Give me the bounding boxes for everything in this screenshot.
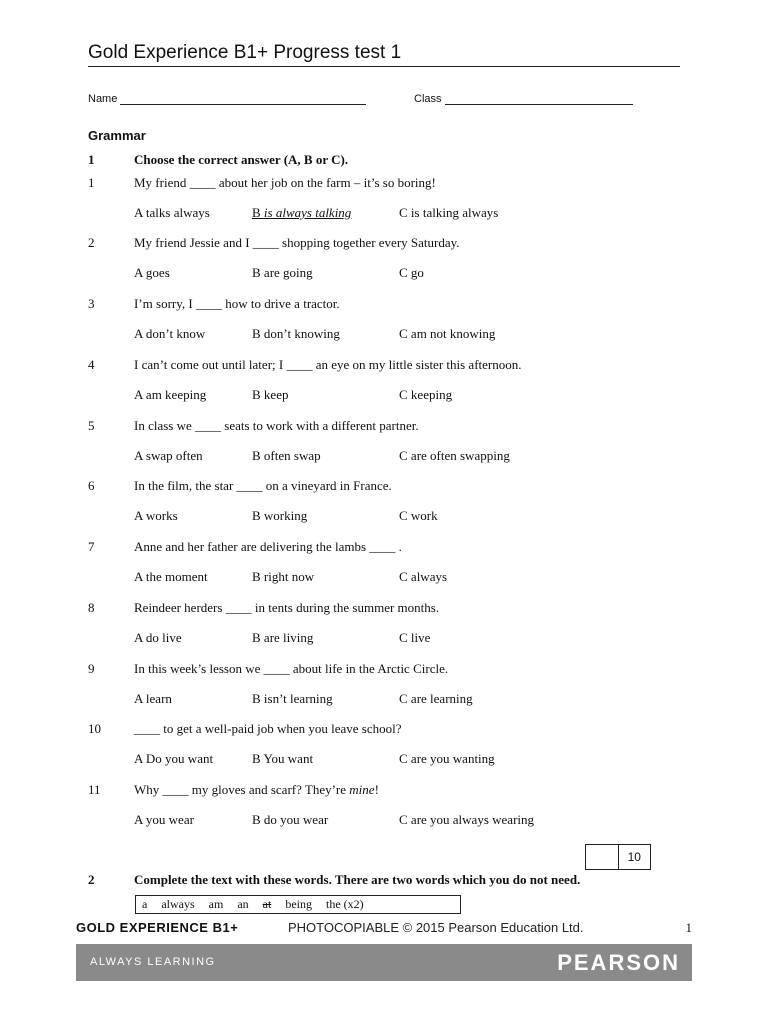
option-a[interactable]: A don’t know (134, 326, 206, 341)
exercise-number: 2 (88, 872, 95, 887)
option-c[interactable]: C are often swapping (399, 448, 510, 463)
student-info-row (88, 92, 688, 112)
option-a[interactable]: A am keeping (134, 387, 207, 402)
question-stem: My friend ____ about her job on the farm – it’s so boring! (134, 175, 436, 190)
question-3 (88, 296, 688, 316)
option-c[interactable]: C are you always wearing (399, 812, 535, 827)
option-b-selected[interactable] (252, 205, 351, 221)
footer-row (76, 920, 694, 938)
question-7 (88, 539, 688, 559)
question-8 (88, 600, 688, 620)
question-number: 5 (88, 418, 95, 433)
question-11 (88, 782, 688, 802)
footer-brand: GOLD EXPERIENCE B1+ (76, 920, 239, 935)
question-stem: I can’t come out until later; I ____ an eye on my little sister this afternoon. (134, 357, 522, 372)
question-number: 2 (88, 235, 95, 250)
option-letter: B (252, 569, 261, 584)
option-a[interactable]: A do live (134, 630, 182, 645)
exercise-number: 1 (88, 152, 95, 167)
option-c[interactable]: C are learning (399, 691, 473, 706)
question-8-options (88, 630, 688, 650)
question-stem (134, 782, 379, 798)
option-c[interactable]: C is talking always (399, 205, 499, 220)
page-title: Gold Experience B1+ Progress test 1 (88, 42, 680, 67)
class-field[interactable] (414, 92, 633, 105)
question-stem: My friend Jessie and I ____ shopping together every Saturday. (134, 235, 460, 250)
option-b[interactable] (252, 751, 313, 767)
question-9-options (88, 691, 688, 711)
question-5-options (88, 448, 688, 468)
option-text: right now (263, 569, 315, 584)
question-10 (88, 721, 688, 741)
name-field[interactable] (88, 92, 366, 105)
word-bank (135, 895, 461, 914)
option-a[interactable]: A you wear (134, 812, 194, 827)
name-input-line[interactable] (120, 92, 366, 105)
option-letter: B (252, 630, 261, 645)
question-11-options (88, 812, 688, 832)
option-text: are going (263, 265, 313, 280)
word-bank-item: am (208, 897, 224, 911)
question-number: 9 (88, 661, 95, 676)
word-bank-item: an (237, 897, 249, 911)
option-text: do you wear (263, 812, 329, 827)
question-9 (88, 661, 688, 681)
option-letter: B (252, 448, 261, 463)
option-c[interactable]: C work (399, 508, 438, 523)
question-2 (88, 235, 688, 255)
question-stem: Anne and her father are delivering the lambs ____ . (134, 539, 402, 554)
question-number: 11 (88, 782, 101, 797)
footer-copyright: PHOTOCOPIABLE © 2015 Pearson Education Ltd. (288, 920, 584, 935)
score-input-cell[interactable] (586, 845, 619, 869)
stem-emphasis: mine (349, 782, 375, 797)
option-b[interactable] (252, 630, 313, 646)
pearson-logo: PEARSON (557, 950, 680, 975)
question-stem: In class we ____ seats to work with a different partner. (134, 418, 419, 433)
option-letter: B (252, 751, 261, 766)
word-bank-item: a (142, 897, 148, 911)
footer-tagline: ALWAYS LEARNING (90, 956, 216, 968)
option-a[interactable]: A goes (134, 265, 170, 280)
stem-start: Why ____ my gloves and scarf? They’re (134, 782, 350, 797)
option-text: are living (263, 630, 314, 645)
option-c[interactable]: C go (399, 265, 424, 280)
instruction-text: Choose the correct answer (A, B or C). (134, 152, 349, 167)
option-text: keep (263, 387, 289, 402)
option-c[interactable]: C live (399, 630, 431, 645)
option-b[interactable] (252, 812, 328, 828)
option-text: isn’t learning (263, 691, 333, 706)
option-b[interactable] (252, 508, 307, 524)
word-bank-item: always (161, 897, 195, 911)
option-c[interactable]: C keeping (399, 387, 453, 402)
question-2-options (88, 265, 688, 285)
question-1 (88, 175, 688, 195)
word-bank-item: being (285, 897, 312, 911)
score-total: 10 (627, 850, 641, 864)
question-number: 8 (88, 600, 95, 615)
option-text: You want (263, 751, 314, 766)
question-4-options (88, 387, 688, 407)
question-stem: In the film, the star ____ on a vineyard in France. (134, 478, 392, 493)
option-b[interactable] (252, 691, 333, 707)
option-letter: B (252, 265, 261, 280)
option-letter: B (252, 812, 261, 827)
option-text: often swap (263, 448, 321, 463)
option-a[interactable]: A the moment (134, 569, 208, 584)
instruction-text: Complete the text with these words. There are two words which you do not need. (134, 872, 581, 887)
option-b[interactable] (252, 326, 340, 342)
stem-end: ! (374, 782, 379, 797)
section-heading-grammar: Grammar (88, 128, 146, 143)
option-b[interactable] (252, 569, 314, 585)
question-number: 3 (88, 296, 95, 311)
option-letter: B (252, 691, 261, 706)
page-number: 1 (685, 920, 692, 935)
option-a[interactable]: A talks always (134, 205, 210, 220)
option-text: working (263, 508, 308, 523)
question-6 (88, 478, 688, 498)
question-5 (88, 418, 688, 438)
option-letter: B (252, 508, 261, 523)
question-stem: ____ to get a well-paid job when you leave school? (134, 721, 402, 736)
option-letter: B (252, 205, 261, 220)
option-a[interactable]: A Do you want (134, 751, 214, 766)
question-4 (88, 357, 688, 377)
question-6-options (88, 508, 688, 528)
score-box (585, 844, 651, 870)
question-stem: In this week’s lesson we ____ about life in the Arctic Circle. (134, 661, 449, 676)
option-b[interactable] (252, 387, 288, 403)
question-1-options (88, 205, 688, 225)
option-a[interactable]: A learn (134, 691, 172, 706)
option-c[interactable]: C always (399, 569, 448, 584)
option-letter: B (252, 387, 261, 402)
option-c[interactable]: C are you wanting (399, 751, 495, 766)
option-a[interactable]: A swap often (134, 448, 203, 463)
name-label: Name (88, 93, 118, 105)
option-text: don’t knowing (263, 326, 340, 341)
question-number: 10 (88, 721, 101, 736)
question-number: 7 (88, 539, 95, 554)
option-a[interactable]: A works (134, 508, 178, 523)
option-c[interactable]: C am not knowing (399, 326, 496, 341)
option-b[interactable] (252, 265, 313, 281)
class-label: Class (414, 93, 442, 105)
question-stem: Reindeer herders ____ in tents during the summer months. (134, 600, 440, 615)
question-10-options (88, 751, 688, 771)
question-number: 6 (88, 478, 95, 493)
option-b[interactable] (252, 448, 321, 464)
word-bank-item: the (x2) (326, 897, 364, 911)
option-letter: B (252, 326, 261, 341)
class-input-line[interactable] (445, 92, 633, 105)
question-number: 1 (88, 175, 95, 190)
question-3-options (88, 326, 688, 346)
question-stem: I’m sorry, I ____ how to drive a tractor. (134, 296, 340, 311)
option-text: is always talking (263, 205, 352, 220)
question-7-options (88, 569, 688, 589)
word-bank-item-struck: at (262, 897, 272, 911)
question-number: 4 (88, 357, 95, 372)
footer-bar (76, 944, 692, 981)
